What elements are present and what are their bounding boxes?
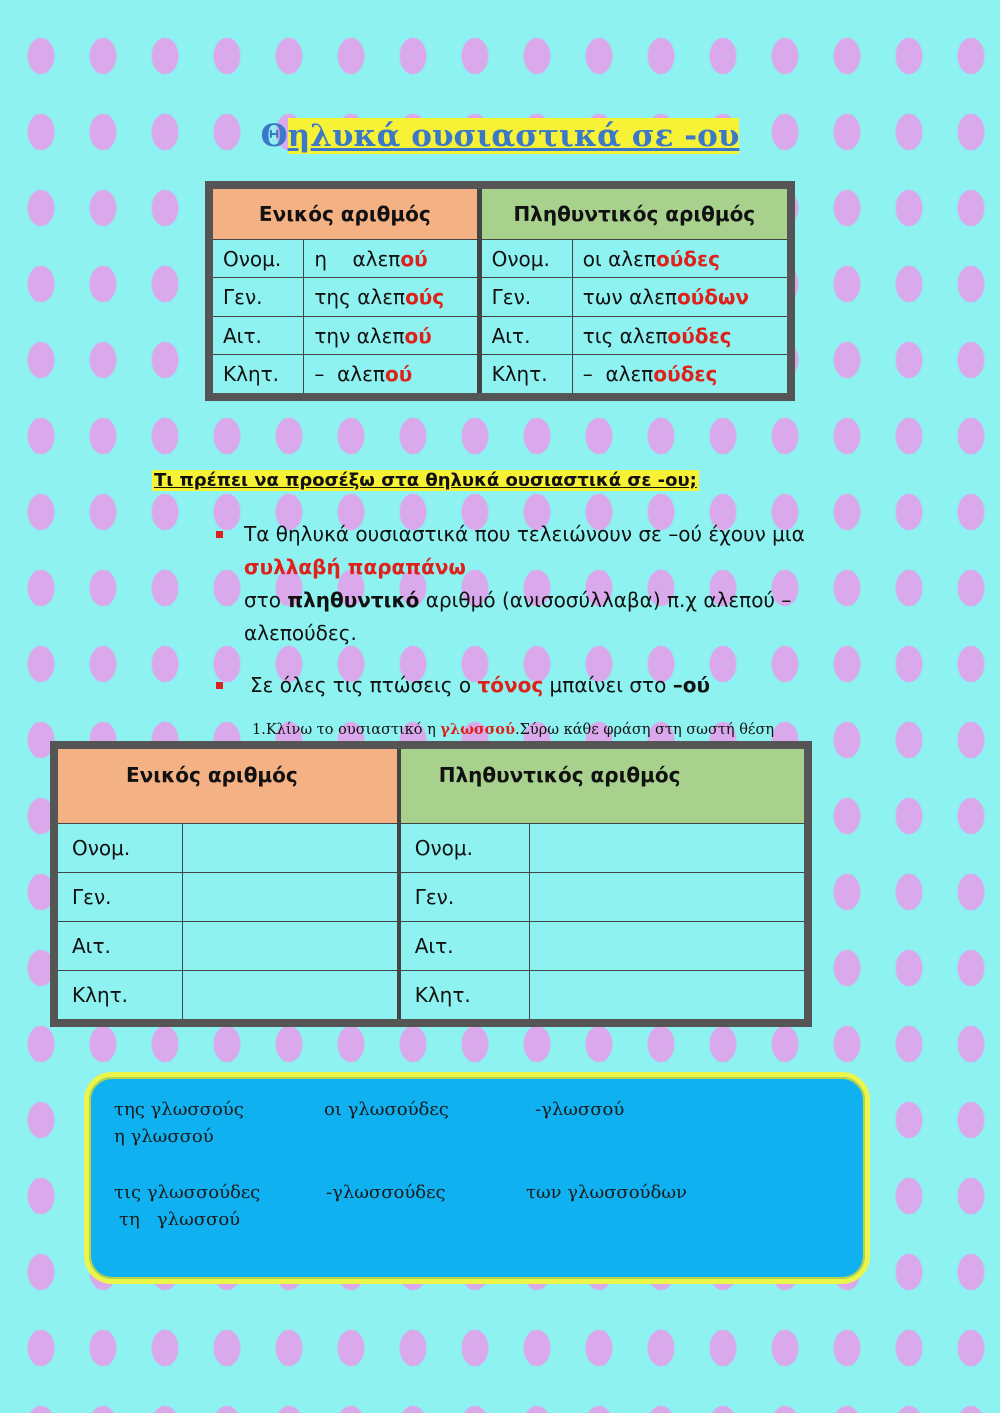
table-row bbox=[54, 971, 808, 1024]
plural-form: τις αλεπούδες bbox=[572, 316, 791, 354]
singular-form: η αλεπού bbox=[304, 240, 479, 278]
case-label: Κλητ. bbox=[209, 355, 304, 397]
drag-item[interactable]: της γλωσσούς bbox=[114, 1099, 244, 1120]
declension-exercise-table bbox=[50, 741, 812, 1027]
table-row bbox=[209, 355, 791, 397]
title-highlighted: ηλυκά ουσιαστικά σε -ου bbox=[287, 118, 740, 154]
case-label: Ονομ. bbox=[479, 240, 572, 278]
drop-slot-singular[interactable] bbox=[183, 922, 399, 971]
singular-header: Ενικός αριθμός bbox=[209, 185, 479, 240]
drag-item[interactable]: η γλωσσού bbox=[114, 1126, 214, 1147]
case-label: Ονομ. bbox=[54, 824, 183, 873]
case-label: Ονομ. bbox=[399, 824, 530, 873]
case-label: Γεν. bbox=[209, 278, 304, 316]
table-row bbox=[209, 240, 791, 278]
plural-form: – αλεπούδες bbox=[572, 355, 791, 397]
singular-header: Ενικός αριθμός bbox=[54, 745, 399, 824]
drop-slot-plural[interactable] bbox=[529, 922, 808, 971]
bullet-accent-rule: Σε όλες τις πτώσεις ο τόνος μπαίνει στο –ού bbox=[250, 669, 850, 702]
drag-item[interactable]: των γλωσσούδων bbox=[526, 1182, 687, 1203]
case-label: Αιτ. bbox=[209, 316, 304, 354]
bullet-highlight: συλλαβή παραπάνω bbox=[244, 555, 466, 579]
case-label: Αιτ. bbox=[54, 922, 183, 971]
exercise-instruction: 1.Κλίνω το ουσιαστικό η γλωσσού.Σύρω κάθε φράση στη σωστή θέση bbox=[252, 721, 775, 738]
drag-item[interactable]: οι γλωσούδες bbox=[324, 1099, 449, 1120]
page-title bbox=[0, 118, 1000, 154]
drag-item[interactable]: τη γλωσσού bbox=[119, 1209, 241, 1230]
bullet-text: Τα θηλυκά ουσιαστικά που τελειώνουν σε –ού έχουν μια bbox=[244, 522, 805, 546]
case-label: Γεν. bbox=[479, 278, 572, 316]
drop-slot-plural[interactable] bbox=[529, 971, 808, 1024]
table-row bbox=[54, 873, 808, 922]
section-subtitle: Τι πρέπει να προσέξω στα θηλυκά ουσιαστικά σε -ου; bbox=[154, 470, 697, 491]
plural-header: Πληθυντικός αριθμός bbox=[479, 185, 791, 240]
drag-item[interactable]: τις γλωσσούδες bbox=[114, 1182, 261, 1203]
case-label: Κλητ. bbox=[399, 971, 530, 1024]
drop-slot-singular[interactable] bbox=[183, 873, 399, 922]
drop-slot-singular[interactable] bbox=[183, 824, 399, 873]
bullet-square-icon bbox=[216, 531, 223, 538]
case-label: Κλητ. bbox=[54, 971, 183, 1024]
table-row bbox=[54, 922, 808, 971]
table-row bbox=[209, 316, 791, 354]
title-prefix: Θ bbox=[260, 118, 288, 154]
table-row bbox=[209, 278, 791, 316]
case-label: Κλητ. bbox=[479, 355, 572, 397]
case-label: Αιτ. bbox=[479, 316, 572, 354]
singular-form: της αλεπούς bbox=[304, 278, 479, 316]
drag-items-box bbox=[84, 1072, 870, 1284]
declension-table-example bbox=[205, 181, 795, 401]
plural-form: των αλεπούδων bbox=[572, 278, 791, 316]
case-label: Γεν. bbox=[399, 873, 530, 922]
singular-form: – αλεπού bbox=[304, 355, 479, 397]
drag-item[interactable]: -γλωσσούδες bbox=[326, 1182, 446, 1203]
case-label: Αιτ. bbox=[399, 922, 530, 971]
singular-form: την αλεπού bbox=[304, 316, 479, 354]
drop-slot-plural[interactable] bbox=[529, 824, 808, 873]
drop-slot-singular[interactable] bbox=[183, 971, 399, 1024]
case-label: Ονομ. bbox=[209, 240, 304, 278]
bullet-syllable-rule bbox=[244, 518, 844, 650]
plural-form: οι αλεπούδες bbox=[572, 240, 791, 278]
bullet-text: στο πληθυντικό αριθμό (ανισοσύλλαβα) π.χ αλεπού – bbox=[244, 588, 792, 612]
drag-item[interactable]: -γλωσσού bbox=[535, 1099, 625, 1120]
drop-slot-plural[interactable] bbox=[529, 873, 808, 922]
bullet-text: αλεπούδες. bbox=[244, 621, 357, 645]
case-label: Γεν. bbox=[54, 873, 183, 922]
bullet-square-icon bbox=[216, 682, 223, 689]
table-row bbox=[54, 824, 808, 873]
plural-header: Πληθυντικός αριθμός bbox=[399, 745, 808, 824]
